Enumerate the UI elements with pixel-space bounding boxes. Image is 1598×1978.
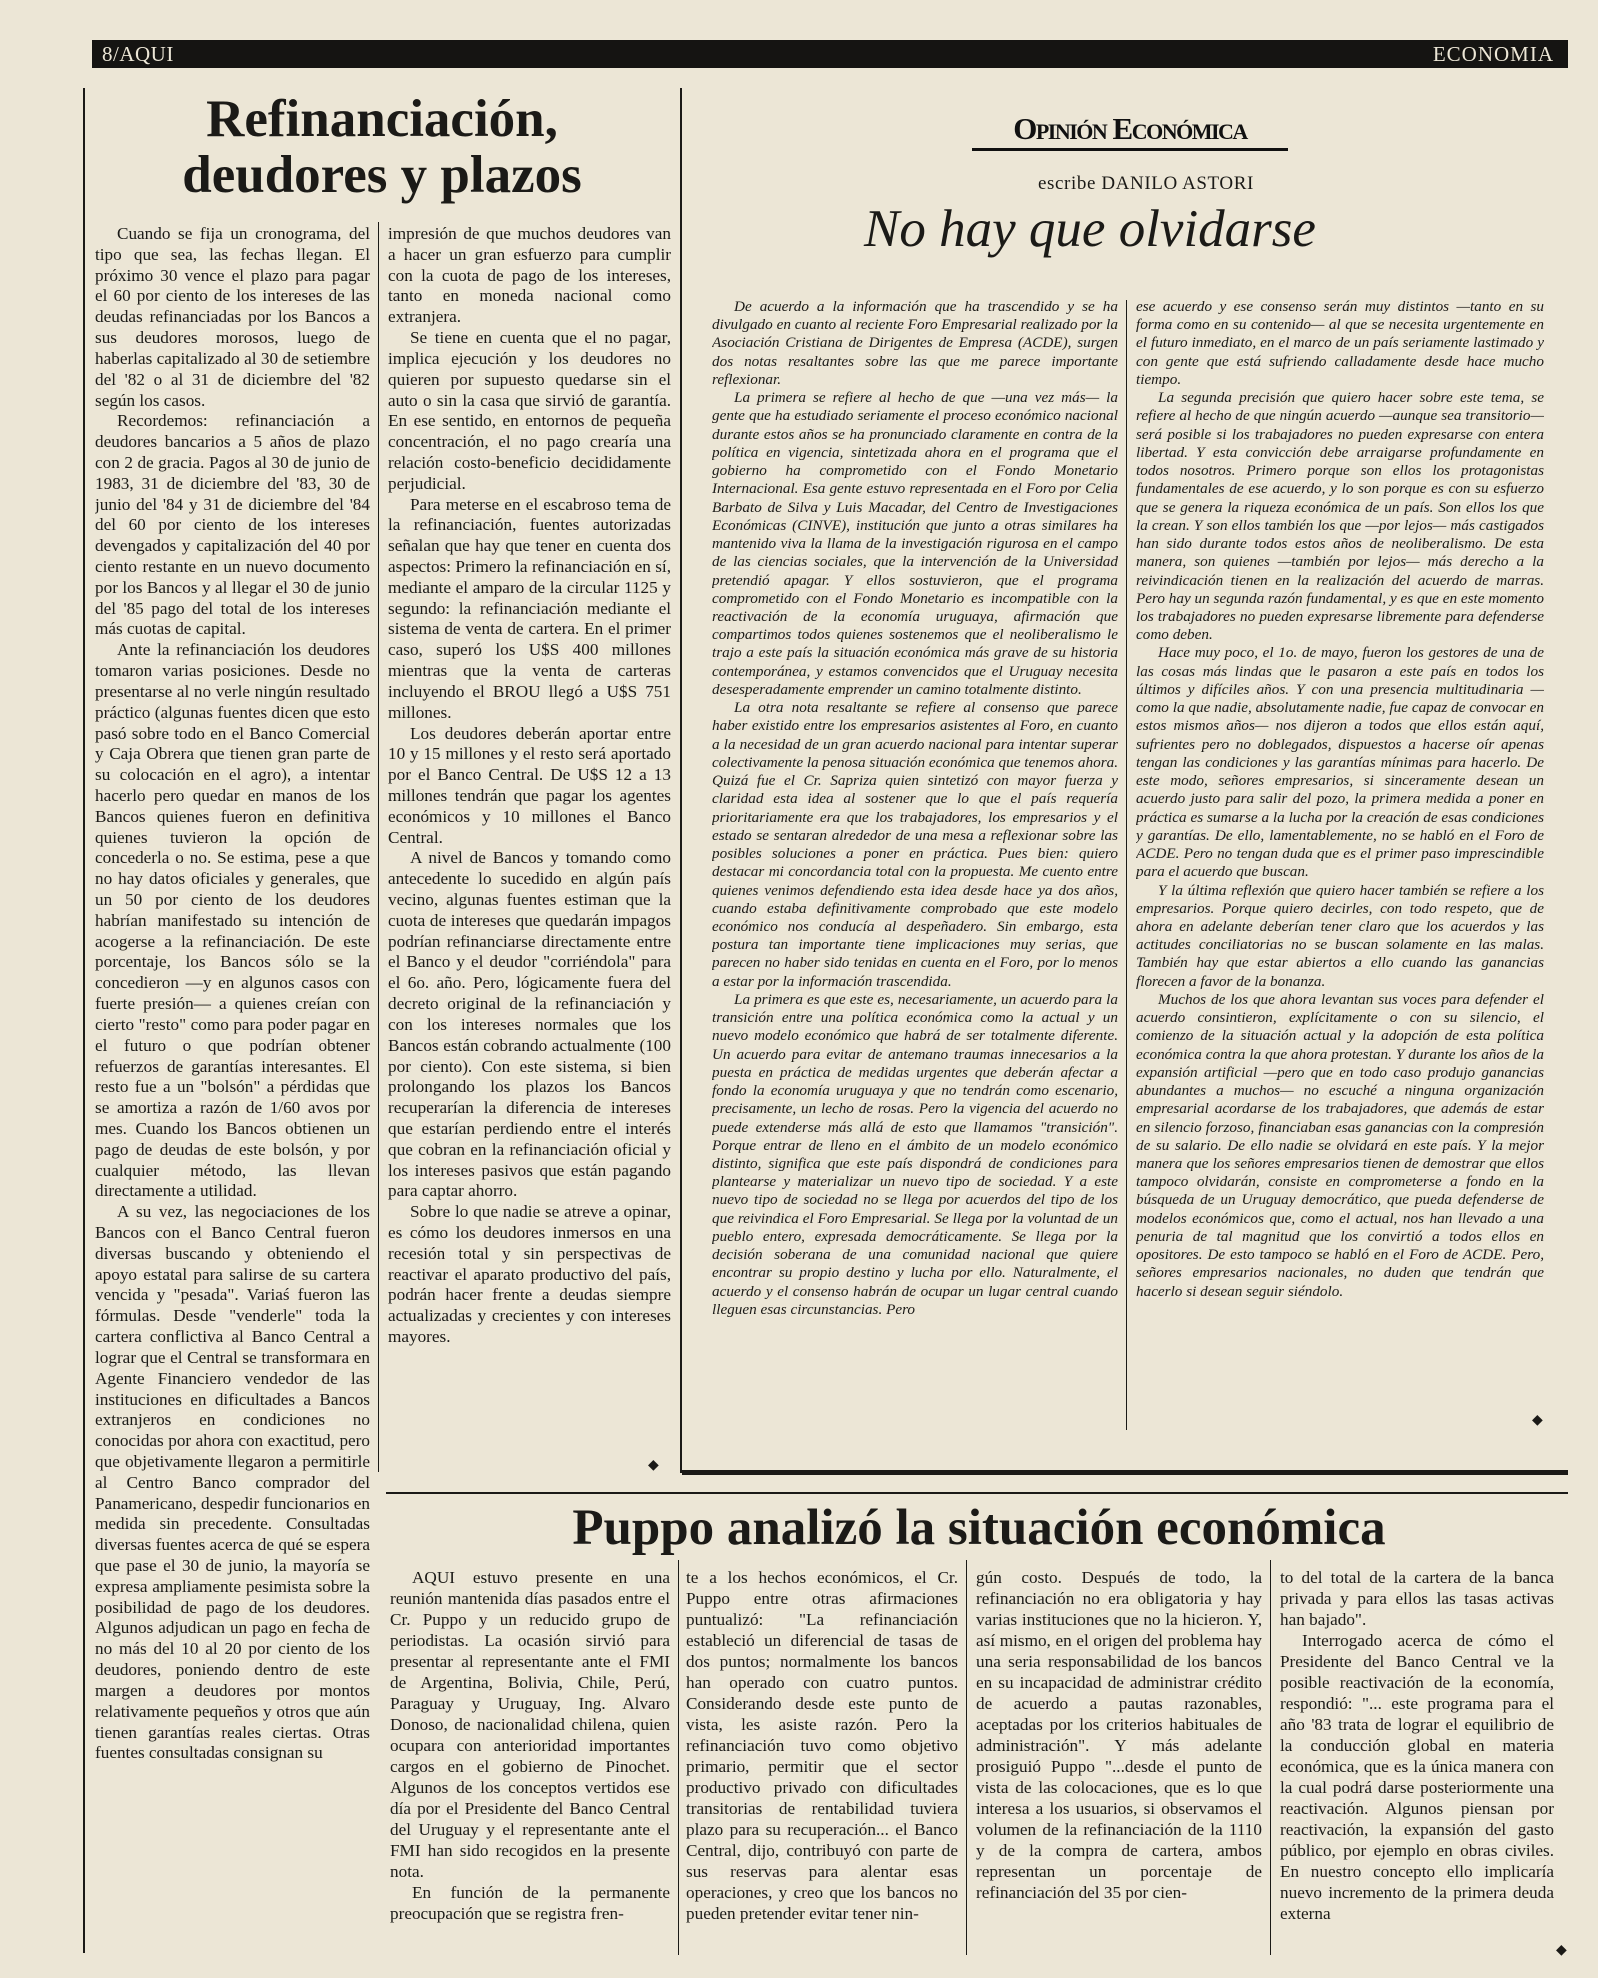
paragraph: De acuerdo a la información que ha trascendido y se ha divulgado en cuanto al reciente Foro Empresarial realizado por la Asociación Cristiana de Dirigentes de Empresa (ACDE), surgen dos notas resaltantes sobre las que me parece importante reflexionar.: [712, 298, 1118, 388]
paragraph: Ante la refinanciación los deudores tomaron varias posiciones. Desde no presentarse al no verle ningún resultado práctico (algunas fuentes dicen que esto pasó sobre todo en el Banco Comercial y Caja Obrera que tienen gran parte de su colocación en el agro), a intentar hacerlo pero quedar en manos de los Bancos quienes fueron en definitiva quienes tuvieron la opción de concederla o no. Se estima, pese a que no hay datos oficiales y generales, que un 50 por ciento de los deudores habrían manifestado su intención de acogerse a la refinanciación. De este porcentaje, los Bancos sólo se la concedieron —y en algunos casos con fuerte presión— a quienes creían con cierto "resto" como para poder pagar en el futuro o que podrían obtener refuerzos de garantías interesantes. El resto fue a un "bolsón" a pérdidas que se amortiza a razón de 1/60 avos por mes. Cuando los Bancos obtienen un pago de deudas de este bolsón, y por cualquier método, las llevan directamente a utilidad.: [95, 640, 370, 1201]
opinion-col-2: [1136, 298, 1544, 1428]
section-label-underline: [972, 148, 1288, 151]
puppo-gutter-rule-2: [966, 1560, 967, 1955]
paragraph: te a los hechos económicos, el Cr. Puppo entre otras afirmaciones puntualizó: "La refinanciación estableció un diferencial de tasas de dos puntos; normalmente los bancos han operado con cuatro puntos. Considerando desde este punto de vista, les asiste razón. Pero la refinanciación tuvo como objetivo primario, permitir que el sector productivo privado con dificultades transitorias de rentabilidad tuviera plazo para su recuperación... el Banco Central, dijo, contribuyó con parte de sus reservas para alentar esas operaciones, y creo que los bancos no pueden pretender evitar tener nin-: [686, 1568, 958, 1923]
left-column-rule: [83, 88, 85, 1953]
folio-bar: [92, 40, 1568, 68]
puppo-col-4: [1280, 1568, 1554, 1958]
paragraph: Interrogado acerca de cómo el Presidente del Banco Central ve la posible reactivación de la economía, respondió: "... este programa para el año '83 trata de lograr el equilibrio de la conducción global en materia económica, que es la única manera con la cual podrá darse posteriormente una reactivación. Algunos piensan por reactivación, la expansión del gasto público, por ejemplo en obras civiles. En nuestro concepto ello implicaría nuevo incremento de la primera deuda externa: [1280, 1630, 1554, 1923]
section-name: ECONOMIA: [1432, 42, 1554, 66]
puppo-headline: Puppo analizó la situación económica: [572, 1500, 1386, 1556]
paragraph: En función de la permanente preocupación que se registra fren-: [390, 1882, 670, 1923]
page-number: 8/AQUI: [102, 42, 174, 66]
puppo-col-3: [976, 1568, 1262, 1958]
paragraph: gún costo. Después de todo, la refinanciación no era obligatoria y hay varias instituciones que no la hicieron. Y, así mismo, en el origen del problema hay una seria responsabilidad de los bancos en su incapacidad de administrar crédito de acuerdo a pautas razonables, aceptadas por los criterios habituales de administración". Y más adelante prosiguió Puppo "...desde el punto de vista de las colocaciones, que es lo que interesa a los usuarios, si observamos el volumen de la refinanciación de la 1110 y de la compra de cartera, ambos representan un porcentaje de refinanciación del 35 por cien-: [976, 1568, 1262, 1902]
paragraph: AQUI estuvo presente en una reunión mantenida días pasados entre el Cr. Puppo y un reducido grupo de periodistas. La ocasión sirvió para presentar al representante ante el FMI de Argentina, Bolivia, Chile, Perú, Paraguay y Uruguay, Ing. Alvaro Donoso, de nacionalidad chilena, quien ocupara con anterioridad importantes cargos en el gobierno de Pinochet. Algunos de los conceptos vertidos ese día por el Presidente del Banco Central del Uruguay y el representante ante el FMI han sido recogidos en la presente nota.: [390, 1568, 670, 1881]
puppo-gutter-rule-1: [678, 1560, 679, 1955]
paragraph: Recordemos: refinanciación a deudores bancarios a 5 años de plazo con 2 de gracia. Pagos al 30 de junio de 1983, 31 de diciembre del '83, 30 de junio del '84 y 31 de diciembre del '84 del 60 por ciento de los intereses devengados y capitalización del 40 por ciento restante en un nuevo documento por los Bancos y al llegar el 30 de junio del '85 pago del total de los intereses más cuotas de capital.: [95, 411, 370, 639]
opinion-end-mark: ◆: [1532, 1413, 1543, 1428]
left-article-headline: [92, 92, 672, 203]
paragraph: Se tiene en cuenta que el no pagar, implica ejecución y los deudores no quieren por supuesto quedarse sin el auto o sin la casa que sirvió de garantía. En ese sentido, en entornos de pequeña concentración, el no pago crearía una relación costo-beneficio decididamente perjudicial.: [388, 328, 671, 493]
opinion-section-label: Opinión Económica: [1013, 111, 1247, 146]
paragraph: Hace muy poco, el 1o. de mayo, fueron los gestores de una de las cosas más lindas que le pasaron a este país en todos los últimos y difíciles años. Y con una presencia multitudinaria —como la que nadie, absolutamente nadie, fue capaz de convocar en estos mismos años— nos dijeron a todos que ellos están aquí, sufrientes pero no doblegados, dispuestos a hacerse oír apenas tengan las condiciones y las garantías mínimas para hacerlo. De este modo, señores empresarios, si sinceramente desean un acuerdo justo para salir del pozo, la primera medida a poner en práctica es sumarse a la lucha por la creación de esas condiciones y garantías. De ello, lamentablemente, no se habló en el Foro de ACDE. Pero no tengan duda que es el primer paso imprescindible para el acuerdo que buscan.: [1136, 644, 1544, 881]
paragraph: ese acuerdo y ese consenso serán muy distintos —tanto en su forma como en su contenido— al que se necesita urgentemente en el futuro inmediato, en el marco de un país seriamente lastimado y con gente que está sufriendo calladamente desde hace mucho tiempo.: [1136, 298, 1544, 388]
headline-line-2: deudores y plazos: [182, 145, 582, 204]
paragraph: to del total de la cartera de la banca privada y para ellos las tasas activas han bajado".: [1280, 1568, 1554, 1629]
puppo-col-1: [390, 1568, 670, 1958]
puppo-end-mark: ◆: [1556, 1943, 1567, 1958]
opinion-title: No hay que olvidarse: [864, 200, 1316, 258]
left-article-gutter-rule: [378, 222, 379, 1472]
paragraph: Para meterse en el escabroso tema de la refinanciación, fuentes autorizadas señalan que hay que tener en cuenta dos aspectos: Primero la refinanciación en sí, mediante el amparo de la circular 1125 y segundo: la refinanciación mediante el sistema de venta de cartera. En el primer caso, superó los U$S 400 millones mientras que la venta de carteras incluyendo el BROU llegó a U$S 751 millones.: [388, 494, 671, 722]
opinion-bottom-rule: [682, 1470, 1568, 1475]
center-divider-rule: [680, 88, 682, 1473]
opinion-col-1: [712, 298, 1118, 1428]
paragraph: La primera se refiere al hecho de que —una vez más— la gente que ha estudiado seriamente el proceso económico nacional durante estos años se ha pronunciado claramente en contra de la política en vigencia, sintetizada ahora en el programa que el gobierno ha comprometido con el Fondo Monetario Internacional. Esa gente estuvo representada en el Foro por Celia Barbato de Silva y Luis Macadar, del Centro de Investigaciones Económicas (CINVE), institución que junto a otras similares ha mantenido viva la llama de la investigación rigurosa en el campo de las ciencias sociales, que la intervención de la Universidad pretendió apagar. Y ellos sostuvieron, que el programa comprometido con el Fondo Monetario es incompatible con la reactivación de la economía uruguaya, afirmación que compartimos todos quienes sostenemos que el neoliberalismo le trajo a este país la situación económica más grave de su historia contemporánea, y estamos convencidos que el Uruguay necesita desesperadamente emprender un camino totalmente distinto.: [712, 389, 1118, 698]
paragraph: La segunda precisión que quiero hacer sobre este tema, se refiere al hecho de que ningún acuerdo —aunque sea transitorio— será posible si los trabajadores no pueden expresarse con entera libertad. Y esta convicción debe arraigarse profundamente en todos nosotros. Primero porque son ellos los protagonistas fundamentales de ese acuerdo, y lo son porque es con su esfuerzo que se genera la riqueza económica de un país. Son ellos los que la crean. Y son ellos también los que —por lejos— más castigados han sido durante todos estos años de neoliberalismo. De esta manera, son quienes —también por lejos— más derecho a la reivindicación tienen en la realización del acuerdo de marras. Pero hay un segunda razón fundamental, y es que en este momento los trabajadores no pueden expresarse libremente para defenderse como deben.: [1136, 389, 1544, 644]
paragraph: A nivel de Bancos y tomando como antecedente lo sucedido en algún país vecino, algunas fuentes estiman que la cuota de intereses que quedarán impagos podrían refinanciarse directamente entre el Banco y el deudor "corriéndola" para el 6o. año. Pero, lógicamente fuera del decreto original de la refinanciación y con los intereses normales que los Bancos están cobrando actualmente (100 por ciento). Con este sistema, si bien prolongando los plazos los Bancos recuperarían la diferencia de intereses que estarían perdiendo entre el interés que cobran en la refinanciación oficial y los intereses pasivos que están pagando para captar ahorro.: [388, 848, 671, 1201]
headline-line-1: Refinanciación,: [206, 90, 558, 148]
byline: escribe DANILO ASTORI: [1038, 173, 1254, 194]
paragraph: A su vez, las negociaciones de los Bancos con el Banco Central fueron diversas buscando y obteniendo el apoyo estatal para salirse de su cartera vencida y "pesada". Variaś fueron las fórmulas. Desde "venderle" toda la cartera conflictiva al Banco Central a lograr que el Central se transformara en Agente Financiero vendedor de las instituciones en dificultades a Bancos extranjeros en condiciones no conocidas por ahora con exactitud, pero que objetivamente llegaron a permitirle al Centro Banco comprador del Panamericano, despedir funcionarios en medida sin precedente. Consultadas diversas fuentes acerca de qué se espera que pase el 30 de junio, la mayoría se expresa ampliamente pesimista sobre la posibilidad de pago de los deudores. Algunos adjudican un pago en fecha de no más del 10 al 20 por ciento de los deudores, poniendo dentro de este margen a deudores por montos relativamente pequeños y otros que aún tienen garantías reales ciertas. Otras fuentes consultadas consignan su: [95, 1202, 370, 1763]
opinion-gutter-rule: [1126, 300, 1127, 1430]
left-article-col-1: [95, 224, 370, 1954]
puppo-top-rule: [386, 1492, 1568, 1494]
puppo-gutter-rule-3: [1270, 1560, 1271, 1955]
paragraph: La otra nota resaltante se refiere al consenso que parece haber existido entre los empresarios asistentes al Foro, en cuanto a la necesidad de un gran acuerdo nacional para intentar superar colectivamente la penosa situación económica que tenemos ahora. Quizá fue el Cr. Sapriza quien sintetizó con mayor fuerza y claridad esta idea al sostener que lo que el país requería prioritariamente era que los trabajadores, los empresarios y el estado se sentaran alrededor de una mesa a reflexionar sobre las posibles soluciones a poner en práctica. Pues bien: quiero destacar mi concordancia total con la propuesta. Me cuento entre quienes venimos defendiendo esta idea desde hace ya dos años, cuando estaba definitivamente comprobado que este modelo económico nos conducía al despeñadero. Sin embargo, esta postura tan importante tiene implicaciones muy serias, que parecen no haber sido tenidas en cuenta en el Foro, por lo menos a estar por la información trascendida.: [712, 699, 1118, 990]
left-article-col-2: [388, 224, 671, 1474]
paragraph: La primera es que este es, necesariamente, un acuerdo para la transición entre una política económica como la actual y un nuevo modelo económico que habrá de ser totalmente diferente. Un acuerdo para evitar de antemano traumas innecesarios a la puesta en práctica de medidas urgentes que deberán afectar a fondo la economía uruguaya y que no tendrán como escenario, precisamente, un lecho de rosas. Pero la vigencia del acuerdo no puede extenderse más allá de esto que llamamos "transición". Porque entrar de lleno en el ámbito de un modelo económico distinto, significa que este país dispondrá de condiciones para plantearse y materializar un nuevo tipo de sociedad. Y a este nuevo tipo de sociedad no se llega por acuerdos del tipo de los que reivindica el Foro Empresarial. Se llega por la voluntad de un pueblo entero, expresada democráticamente. Se llega por la decisión soberana de una comunidad nacional que quiere encontrar su propio destino y lucha por ello. Naturalmente, el acuerdo y el consenso habrán de ocupar un lugar central cuando lleguen esas circunstancias. Pero: [712, 990, 1118, 1318]
left-article-end-mark: ◆: [648, 1458, 659, 1473]
paragraph: Y la última reflexión que quiero hacer también se refiere a los empresarios. Porque quiero decirles, con todo respeto, que de ahora en adelante deberían tener claro que los acuerdos y las actitudes conciliatorias no se buscan solamente en las malas. También hay que estar abiertos a ello cuando las ganancias florecen a favor de la bonanza.: [1136, 881, 1544, 990]
paragraph: Los deudores deberán aportar entre 10 y 15 millones y el resto será aportado por el Banco Central. De U$S 12 a 13 millones tendrán que pagar los agentes económicos y 10 millones el Banco Central.: [388, 723, 671, 847]
paragraph: Cuando se fija un cronograma, del tipo que sea, las fechas llegan. El próximo 30 vence el plazo para pagar el 60 por ciento de los intereses de las deudas refinanciadas por los Bancos a sus deudores morosos, luego de haberlas capitalizado al 30 de setiembre del '82 o al 31 de diciembre del '82 según los casos.: [95, 224, 370, 410]
puppo-col-2: [686, 1568, 958, 1958]
paragraph: Muchos de los que ahora levantan sus voces para defender el acuerdo consintieron, explícitamente o con su silencio, el comienzo de la situación actual y la adopción de esta política económica contra la que ahora protestan. Y durante los años de la expansión artificial —pero que en todo caso produjo ganancias abundantes a muchos— no escuché a ninguna organización empresarial acordarse de los trabajadores, que además de estar en silencio forzoso, financiaban esas ganancias con la compresión de su salario. De ello nadie se olvidará en este país. Y la mejor manera que los señores empresarios tienen de demostrar que ellos tampoco olvidarán, consiste en comprometerse a fondo en la búsqueda de un Uruguay democrático, que pueda defenderse de modelos económicos que, como el actual, nos han llevado a una penuria de tal magnitud que los convirtió a todos ellos en opositores. De esto tampoco se habló en el Foro de ACDE. Pero, señores empresarios nacionales, no duden que tendrán que hacerlo si desean seguir siéndolo.: [1136, 990, 1544, 1300]
paragraph: Sobre lo que nadie se atreve a opinar, es cómo los deudores inmersos en una recesión total y sin perspectivas de reactivar el aparato productivo del país, podrán hacer frente a deudas siempre actualizadas y crecientes y con intereses mayores.: [388, 1202, 671, 1347]
paragraph: impresión de que muchos deudores van a hacer un gran esfuerzo para cumplir con la cuota de pago de los intereses, tanto en moneda nacional como extranjera.: [388, 224, 671, 327]
